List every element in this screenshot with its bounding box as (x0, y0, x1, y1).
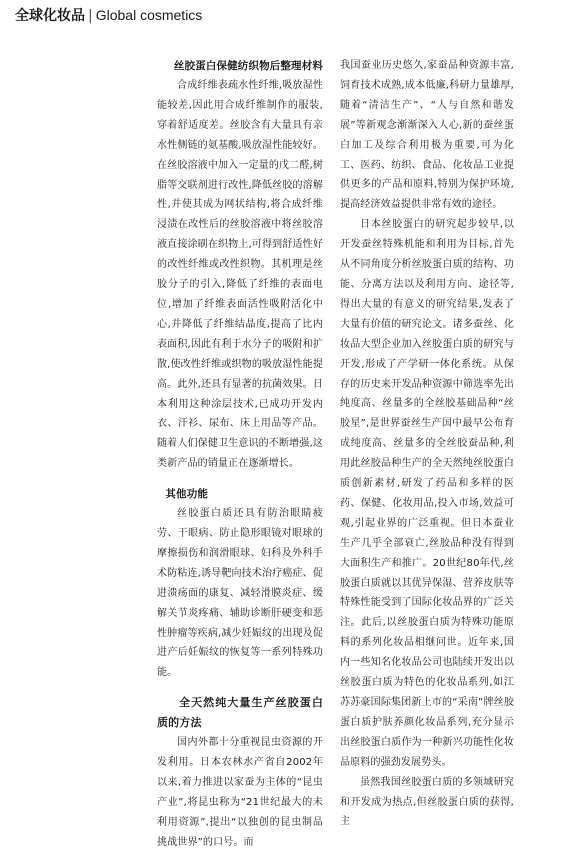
paragraph: 国内外都十分重视昆虫资源的开发利用。日本农林水产省自2002年以来,着力推进以家蚕为主体的“昆虫产业”,将昆虫称为“21世纪最大的未利用资源”,提出“以独创的昆虫制品挑战世界”的口号。而 (157, 737, 323, 848)
title-separator: | (88, 8, 93, 24)
left-column (157, 56, 323, 853)
paragraph: 虽然我国丝胶蛋白质的多领域研究和开发成为热点,但丝胶蛋白质的获得,主 (340, 776, 514, 828)
section-heading-silk-textile: 丝胶蛋白保健纺织物后整理材料 (173, 60, 323, 72)
section-heading-other-functions: 其他功能 (165, 488, 208, 501)
paragraph: 我国蚕业历史悠久,家蚕品种资源丰富,饲育技术成熟,成本低廉,科研力量雄厚,随着“清洁生产”、“人与自然和谐发展”等新观念渐渐深入人心,新的蚕丝蛋白加工及综合利用极为重要,可为化工、医药、纺织、食品、化妆品工业提供更多的产品和原料,特别为保护环境,提高经济效益提供非常有效的途径。 (340, 60, 514, 211)
magazine-title-cn: 全球化妆品 (15, 8, 85, 24)
page-header (15, 6, 202, 25)
section-heading-production-method: 全天然纯大量生产丝胶蛋白质的方法 (157, 696, 323, 730)
paragraph: 合成纤维表疏水性纤维,吸放湿性能较差,因此用合成纤维制作的服装,穿着舒适度差。丝胶含有大量具有亲水性侧链的氨基酸,吸放湿性能较好。在丝胶溶液中加入一定量的戊二醛,树脂等交联剂进行改性,降低丝胶的溶解性,并使其成为网状结构,将合成纤维浸渍在改性后的丝胶溶液中将丝胶溶液直接涂刷在织物上,可得到舒适性好的改性纤维或改性织物。其机理是丝胶分子的引入,降低了纤维的表面电位,增加了纤维表面活性吸附活化中心,并降低了纤维结晶度,提高了比内表面积,因此有利于水分子的吸附和扩散,使改性纤维或织物的吸放湿性能提高。此外,还具有显著的抗菌效果。日本利用这种涂层技术,已成功开发内衣、汗衫、尿布、床上用品等产品。随着人们保健卫生意识的不断增强,这类新产品的销量正在逐渐增长。 (157, 80, 323, 470)
paragraph: 丝胶蛋白质还具有防治眼睛疲劳、干眼病、防止隐形眼镜对眼球的摩擦损伤和润滑眼球、妇科及外科手术防粘连,诱导靶向技术治疗癌症、促进溃疡面的康复、减轻滑膜炎症、缓解关节炎疼痛、辅助诊断肝硬变和恶性肿瘤等疾病,减少妊娠纹的出现及促进产后妊娠纹的恢复等一系列特殊功能。 (157, 508, 323, 679)
magazine-title-en: Global cosmetics (95, 7, 203, 23)
right-column (340, 56, 514, 832)
paragraph: 日本丝胶蛋白的研究起步较早,以开发蚕丝特殊机能和利用为目标,首先从不同角度分析丝胶蛋白质的结构、功能、分离方法以及利用方向、途径等,得出大量的有意义的研究结果,发表了大量有价值的研究论文。诸多蚕丝、化妆品大型企业加入丝胶蛋白质的研究与开发,形成了产学研一体化系统。从保存的历史来开发品种资源中筛选率先出纯度高、丝量多的全丝胶基础品种“丝胶星”,是世界蚕丝生产国中最早公布育成纯度高、丝量多的全丝胶蚕品种,利用此丝胶品种生产的全天然纯丝胶蛋白质创新素材,研发了药品和多样的医药、保健、化妆用品,投入市场,效益可观,引起业界的广泛重视。但日本蚕业生产几乎全部衰亡,丝胶品种没有得到大面积生产和推广。20世纪80年代,丝胶蛋白质就以其优异保湿、营养皮肤等特殊性能受到了国际化妆品界的广泛关注。此后,以丝胶蛋白质为特殊功能原料的系列化妆品相继问世。近年来,国内一些知名化妆品公司也陆续开发出以丝胶蛋白质为特色的化妆品系列,如江苏苏豪国际集团新上市的“采南”牌丝胶蛋白质护肤养颜化妆品系列,充分显示出丝胶蛋白质作为一种新兴功能性化妆品原料的强劲发展势头。 (340, 219, 514, 768)
